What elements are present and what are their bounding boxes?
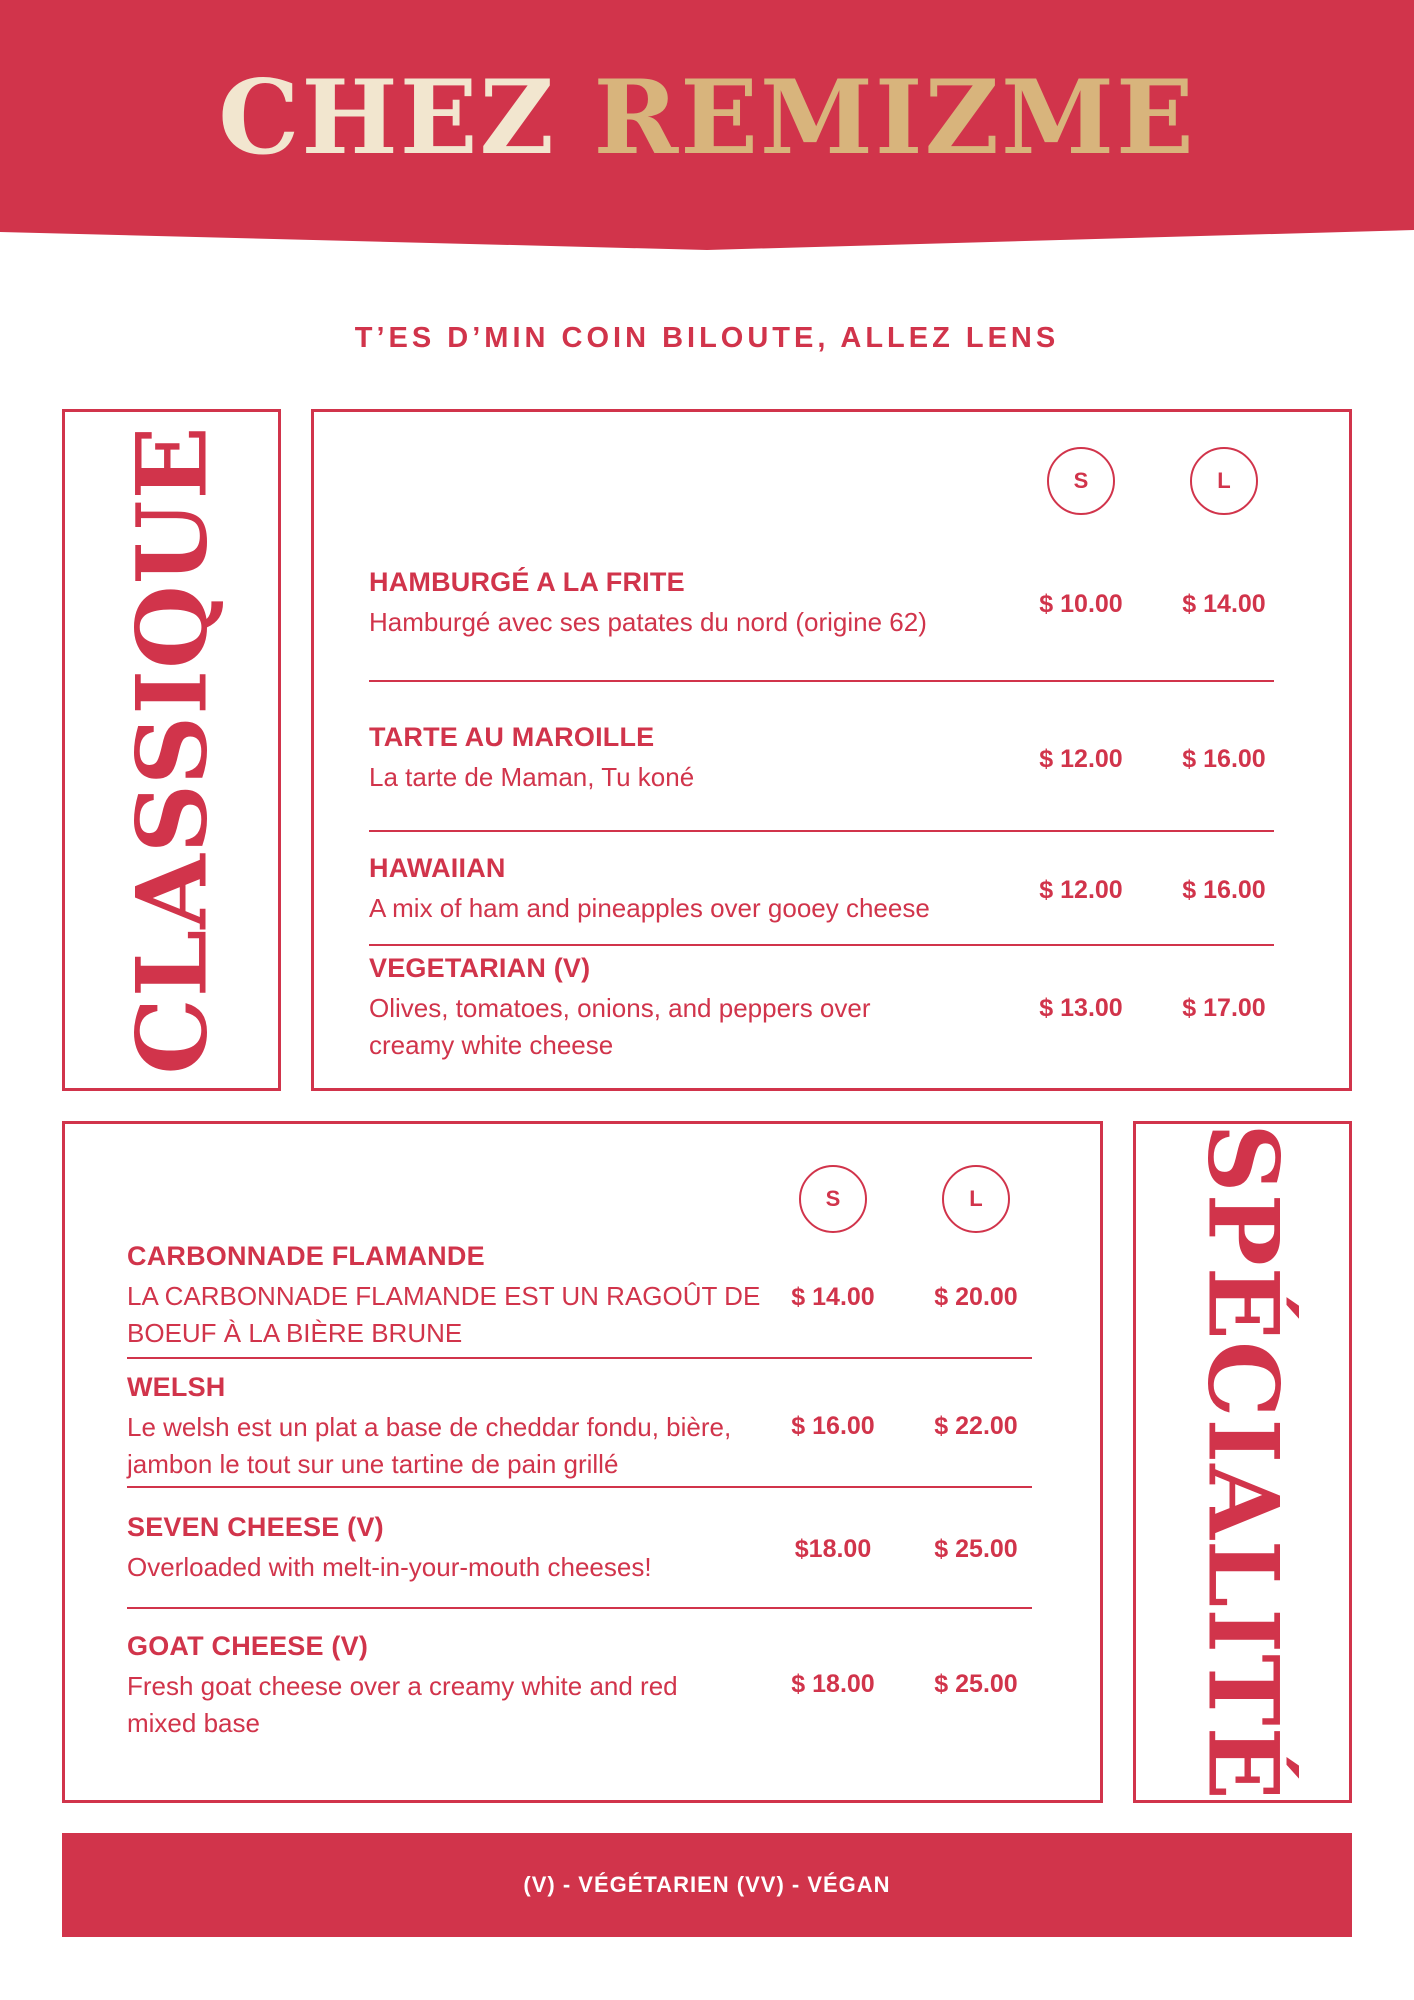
header-band [0,0,1414,252]
size-small-header: S [1047,447,1115,515]
item-description: LA CARBONNADE FLAMANDE EST UN RAGOÛT DE BOEUF À LA BIÈRE BRUNE [127,1281,761,1348]
item-description: Hamburgé avec ses patates du nord (origine 62) [369,607,927,637]
classique-section-title: CLASSIQUE [115,425,228,1075]
footer-legend-band [62,1833,1352,1937]
item-divider [369,830,1274,832]
menu-item [127,1372,767,1483]
price-small: $ 16.00 [791,1412,875,1440]
specialite-title-box [1133,1121,1352,1803]
diet-legend-text: (V) - VÉGÉTARIEN (VV) - VÉGAN [523,1872,891,1897]
menu-item [369,853,1009,927]
item-divider [369,944,1274,946]
price-small: $ 12.00 [1039,745,1123,773]
brand-name-first: CHEZ [218,58,556,178]
classique-title-box [62,409,281,1091]
size-large-header: L [1190,447,1258,515]
item-name: TARTE AU MAROILLE [369,722,655,752]
brand-logo [0,58,1414,178]
tagline: T’ES D’MIN COIN BILOUTE, ALLEZ LENS [354,322,1060,354]
item-divider [127,1486,1032,1488]
price-large: $ 16.00 [1182,745,1266,773]
item-divider [369,680,1274,682]
size-small-header: S [799,1165,867,1233]
menu-item [127,1241,767,1352]
item-name: HAMBURGÉ A LA FRITE [369,567,685,597]
specialite-menu-box [62,1121,1103,1803]
item-name: VEGETARIAN (V) [369,953,591,983]
price-small: $ 12.00 [1039,876,1123,904]
item-name: SEVEN CHEESE (V) [127,1512,384,1542]
price-small: $18.00 [794,1535,872,1563]
menu-item [369,567,1009,641]
menu-item [369,722,1009,796]
price-small: $ 13.00 [1039,994,1123,1022]
item-divider [127,1357,1032,1359]
price-large: $ 25.00 [934,1535,1018,1563]
item-description: Fresh goat cheese over a creamy white and red mixed base [127,1671,678,1738]
menu-item [127,1631,727,1742]
classique-menu-box [311,409,1352,1091]
menu-item [369,953,959,1064]
price-large: $ 16.00 [1182,876,1266,904]
price-large: $ 14.00 [1182,590,1266,618]
brand-name-second: REMIZME [593,58,1196,178]
menu-item [127,1512,767,1586]
item-divider [127,1607,1032,1609]
item-description: Overloaded with melt-in-your-mouth cheeses! [127,1552,652,1582]
price-large: $ 20.00 [934,1283,1018,1311]
item-name: WELSH [127,1372,226,1402]
item-name: HAWAIIAN [369,853,506,883]
specialite-section-title: SPÉCIALITÉ [1186,1123,1299,1801]
item-name: CARBONNADE FLAMANDE [127,1241,485,1271]
item-name: GOAT CHEESE (V) [127,1631,369,1661]
item-description: A mix of ham and pineapples over gooey cheese [369,893,930,923]
item-description: Olives, tomatoes, onions, and peppers over creamy white cheese [369,993,871,1060]
price-small: $ 14.00 [791,1283,875,1311]
price-small: $ 18.00 [791,1670,875,1698]
item-description: La tarte de Maman, Tu koné [369,762,695,792]
price-large: $ 25.00 [934,1670,1018,1698]
item-description: Le welsh est un plat a base de cheddar fondu, bière, jambon le tout sur une tartine de pain grillé [127,1412,732,1479]
size-large-header: L [942,1165,1010,1233]
price-small: $ 10.00 [1039,590,1123,618]
price-large: $ 17.00 [1182,994,1266,1022]
price-large: $ 22.00 [934,1412,1018,1440]
